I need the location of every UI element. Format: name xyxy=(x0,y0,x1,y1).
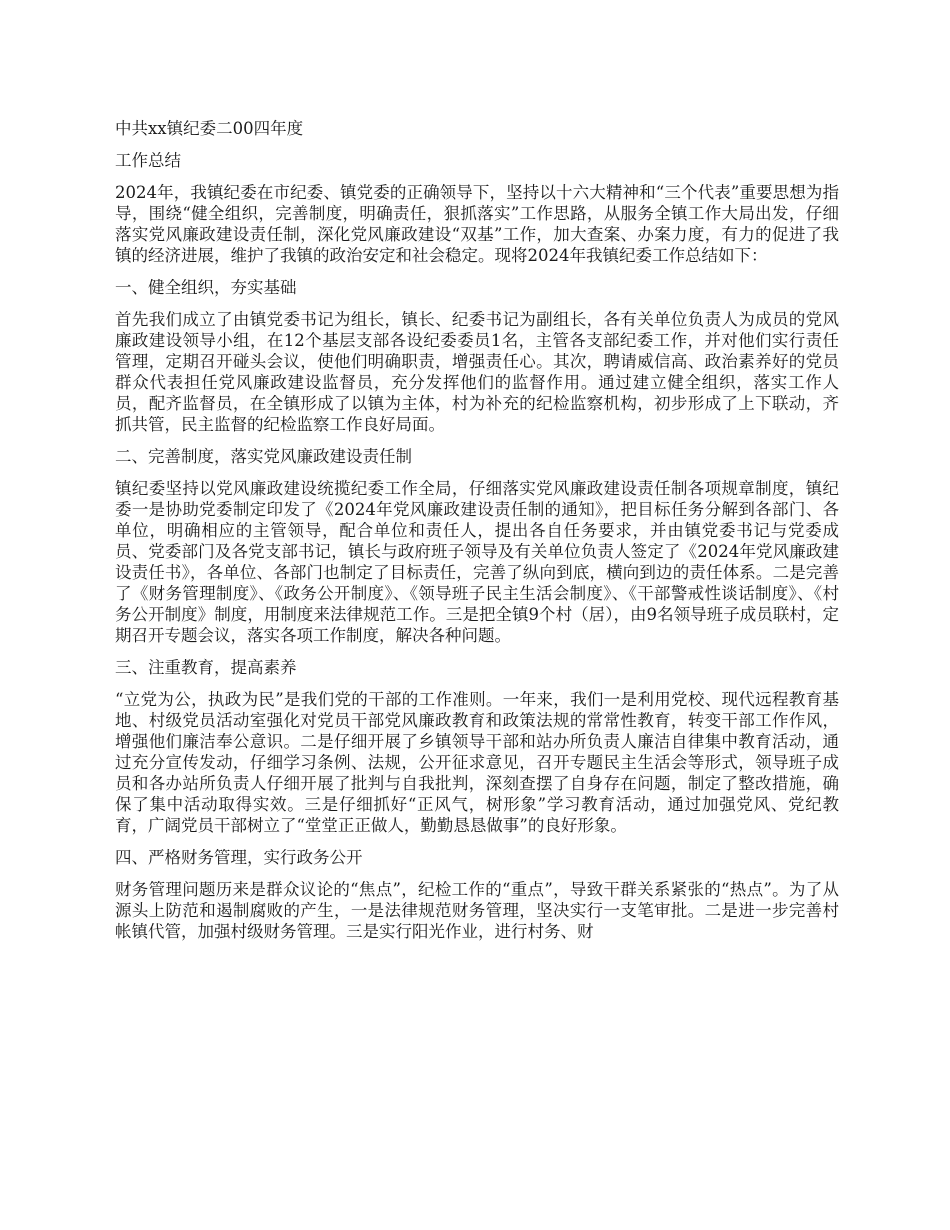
section4-heading: 四、严格财务管理，实行政务公开 xyxy=(115,848,363,867)
document-title-line2: 工作总结 xyxy=(115,151,181,170)
section3-paragraph: “立党为公，执政为民”是我们党的干部的工作准则。一年来，我们一是利用党校、现代远程教育基地、村级党员活动室强化对党员干部党风廉政教育和政策法规的常常性教育，转变干部工作作风，增强他们廉洁奉公意识。二是仔细开展了乡镇领导干部和站办所负责人廉洁自律集中教育活动，通过充分宣传发动，仔细学习条例、法规，公开征求意见，召开专题民主生活会等形式，领导班子成员和各办站所负责人仔细开展了批判与自我批判，深刻查摆了自身存在问题，制定了整改措施，确保了集中活动取得实效。三是仔细抓好“正风气，树形象”学习教育活动，通过加强党风、党纪教育，广阔党员干部树立了“堂堂正正做人，勤勤恳恳做事”的良好形象。 xyxy=(115,690,839,835)
section3-heading: 三、注重教育，提高素养 xyxy=(115,658,297,677)
intro-paragraph: 2024年，我镇纪委在市纪委、镇党委的正确领导下，坚持以十六大精神和“三个代表”重要思想为指导，围绕“健全组织，完善制度，明确责任，狠抓落实”工作思路，从服务全镇工作大局出发，仔细落实党风廉政建设责任制，深化党风廉政建设“双基”工作，加大查案、办案力度，有力的促进了我镇的经济进展，维护了我镇的政治安定和社会稳定。现将2024年我镇纪委工作总结如下： xyxy=(115,183,839,265)
section2-paragraph: 镇纪委坚持以党风廉政建设统揽纪委工作全局，仔细落实党风廉政建设责任制各项规章制度，镇纪委一是协助党委制定印发了《2024年党风廉政建设责任制的通知》，把目标任务分解到各部门、各单位，明确相应的主管领导，配合单位和责任人，提出各自任务要求，并由镇党委书记与党委成员、党委部门及各党支部书记，镇长与政府班子领导及有关单位负责人签定了《2024年党风廉政建设责任书》，各单位、各部门也制定了目标责任，完善了纵向到底，横向到边的责任体系。二是完善了《财务管理制度》、《政务公开制度》、《领导班子民主生活会制度》、《干部警戒性谈话制度》、《村务公开制度》制度，用制度来法律规范工作。三是把全镇9个村（居），由9名领导班子成员联村，定期召开专题会议，落实各项工作制度，解决各种问题。 xyxy=(115,479,839,645)
section1-paragraph: 首先我们成立了由镇党委书记为组长，镇长、纪委书记为副组长，各有关单位负责人为成员的党风廉政建设领导小组，在12个基层支部各设纪委委员1名，主管各支部纪委工作，并对他们实行责任管理，定期召开碰头会议，使他们明确职责，增强责任心。其次，聘请威信高、政治素养好的党员群众代表担任党风廉政建设监督员，充分发挥他们的监督作用。通过建立健全组织，落实工作人员，配齐监督员，在全镇形成了以镇为主体，村为补充的纪检监察机构，初步形成了上下联动，齐抓共管，民主监督的纪检监察工作良好局面。 xyxy=(115,310,839,434)
document-page xyxy=(115,118,839,953)
document-title-line1: 中共xx镇纪委二00四年度 xyxy=(115,119,304,138)
section4-paragraph: 财务管理问题历来是群众议论的“焦点”，纪检工作的“重点”，导致干群关系紧张的“热点”。为了从源头上防范和遏制腐败的产生，一是法律规范财务管理，坚决实行一支笔审批。二是进一步完善村帐镇代管，加强村级财务管理。三是实行阳光作业，进行村务、财 xyxy=(115,880,839,941)
section1-heading: 一、健全组织，夯实基础 xyxy=(115,278,297,297)
section2-heading: 二、完善制度，落实党风廉政建设责任制 xyxy=(115,447,412,466)
